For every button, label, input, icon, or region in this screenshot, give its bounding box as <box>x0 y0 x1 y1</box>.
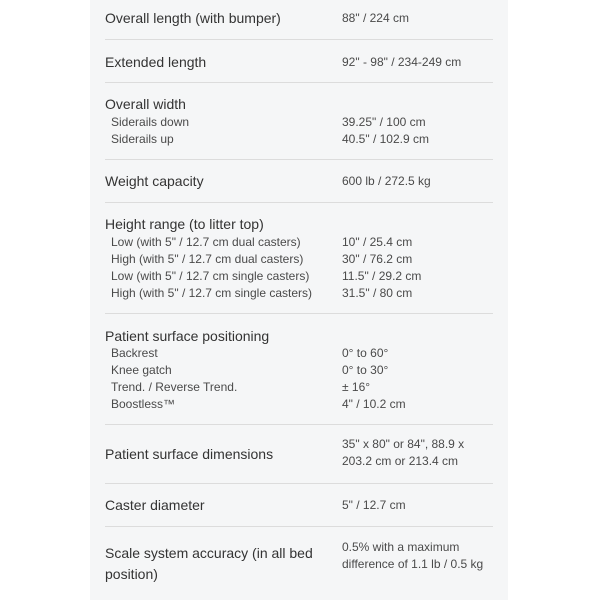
spec-row-extended-length <box>105 52 493 74</box>
spec-sublabel: Knee gatch <box>111 363 172 377</box>
spec-value: 31.5" / 80 cm <box>342 286 413 300</box>
spec-value: 0° to 30° <box>342 363 389 377</box>
divider <box>105 483 493 484</box>
spec-sublabel: Siderails up <box>111 132 174 146</box>
spec-value: 40.5" / 102.9 cm <box>342 132 429 146</box>
spec-label: Overall width <box>105 96 186 112</box>
spec-label: Scale system accuracy (in all bed position) <box>105 545 313 582</box>
spec-value: 0.5% with a maximum difference of 1.1 lb / 0.5 kg <box>342 540 484 571</box>
spec-sublabel: Siderails down <box>111 115 190 129</box>
spec-value: 5" / 12.7 cm <box>342 498 406 512</box>
spec-value: 35" x 80" or 84", 88.9 x 203.2 cm or 213.4 cm <box>342 437 465 468</box>
spec-sublabel: High (with 5" / 12.7 cm single casters) <box>111 286 312 300</box>
spec-label: Caster diameter <box>105 497 205 513</box>
divider <box>105 82 493 83</box>
divider <box>105 526 493 527</box>
divider <box>105 202 493 203</box>
spec-value: 4" / 10.2 cm <box>342 397 406 411</box>
divider <box>105 159 493 160</box>
spec-row-height-range <box>105 214 493 304</box>
spec-value: ± 16° <box>342 380 371 394</box>
spec-value: 10" / 25.4 cm <box>342 235 413 249</box>
spec-sublabel: Low (with 5" / 12.7 cm dual casters) <box>111 235 301 249</box>
spec-row-overall-width <box>105 94 493 150</box>
spec-value: 11.5" / 29.2 cm <box>342 269 422 283</box>
spec-label: Patient surface positioning <box>105 328 270 344</box>
spec-label: Weight capacity <box>105 173 204 189</box>
spec-value: 88" / 224 cm <box>342 11 409 25</box>
spec-row-weight-capacity <box>105 171 493 193</box>
spec-label: Extended length <box>105 54 207 70</box>
spec-value: 39.25" / 100 cm <box>342 115 426 129</box>
spec-sublabel: Boostless™ <box>111 397 176 411</box>
spec-table <box>90 0 508 600</box>
spec-row-surface-dimensions <box>105 436 493 476</box>
spec-label: Patient surface dimensions <box>105 446 274 462</box>
spec-row-caster-diameter <box>105 495 493 517</box>
spec-row-surface-positioning <box>105 326 493 416</box>
spec-sublabel: Trend. / Reverse Trend. <box>111 380 238 394</box>
spec-value: 30" / 76.2 cm <box>342 252 413 266</box>
spec-sublabel: High (with 5" / 12.7 cm dual casters) <box>111 252 304 266</box>
spec-value: 92" - 98" / 234-249 cm <box>342 55 462 69</box>
spec-label: Overall length (with bumper) <box>105 10 281 26</box>
spec-label: Height range (to litter top) <box>105 216 264 232</box>
spec-value: 0° to 60° <box>342 346 389 360</box>
spec-row-overall-length <box>105 8 493 30</box>
spec-value: 600 lb / 272.5 kg <box>342 174 431 188</box>
divider <box>105 39 493 40</box>
divider <box>105 313 493 314</box>
spec-sublabel: Low (with 5" / 12.7 cm single casters) <box>111 269 310 283</box>
divider <box>105 424 493 425</box>
spec-row-scale-accuracy <box>105 539 493 595</box>
spec-sublabel: Backrest <box>111 346 158 360</box>
